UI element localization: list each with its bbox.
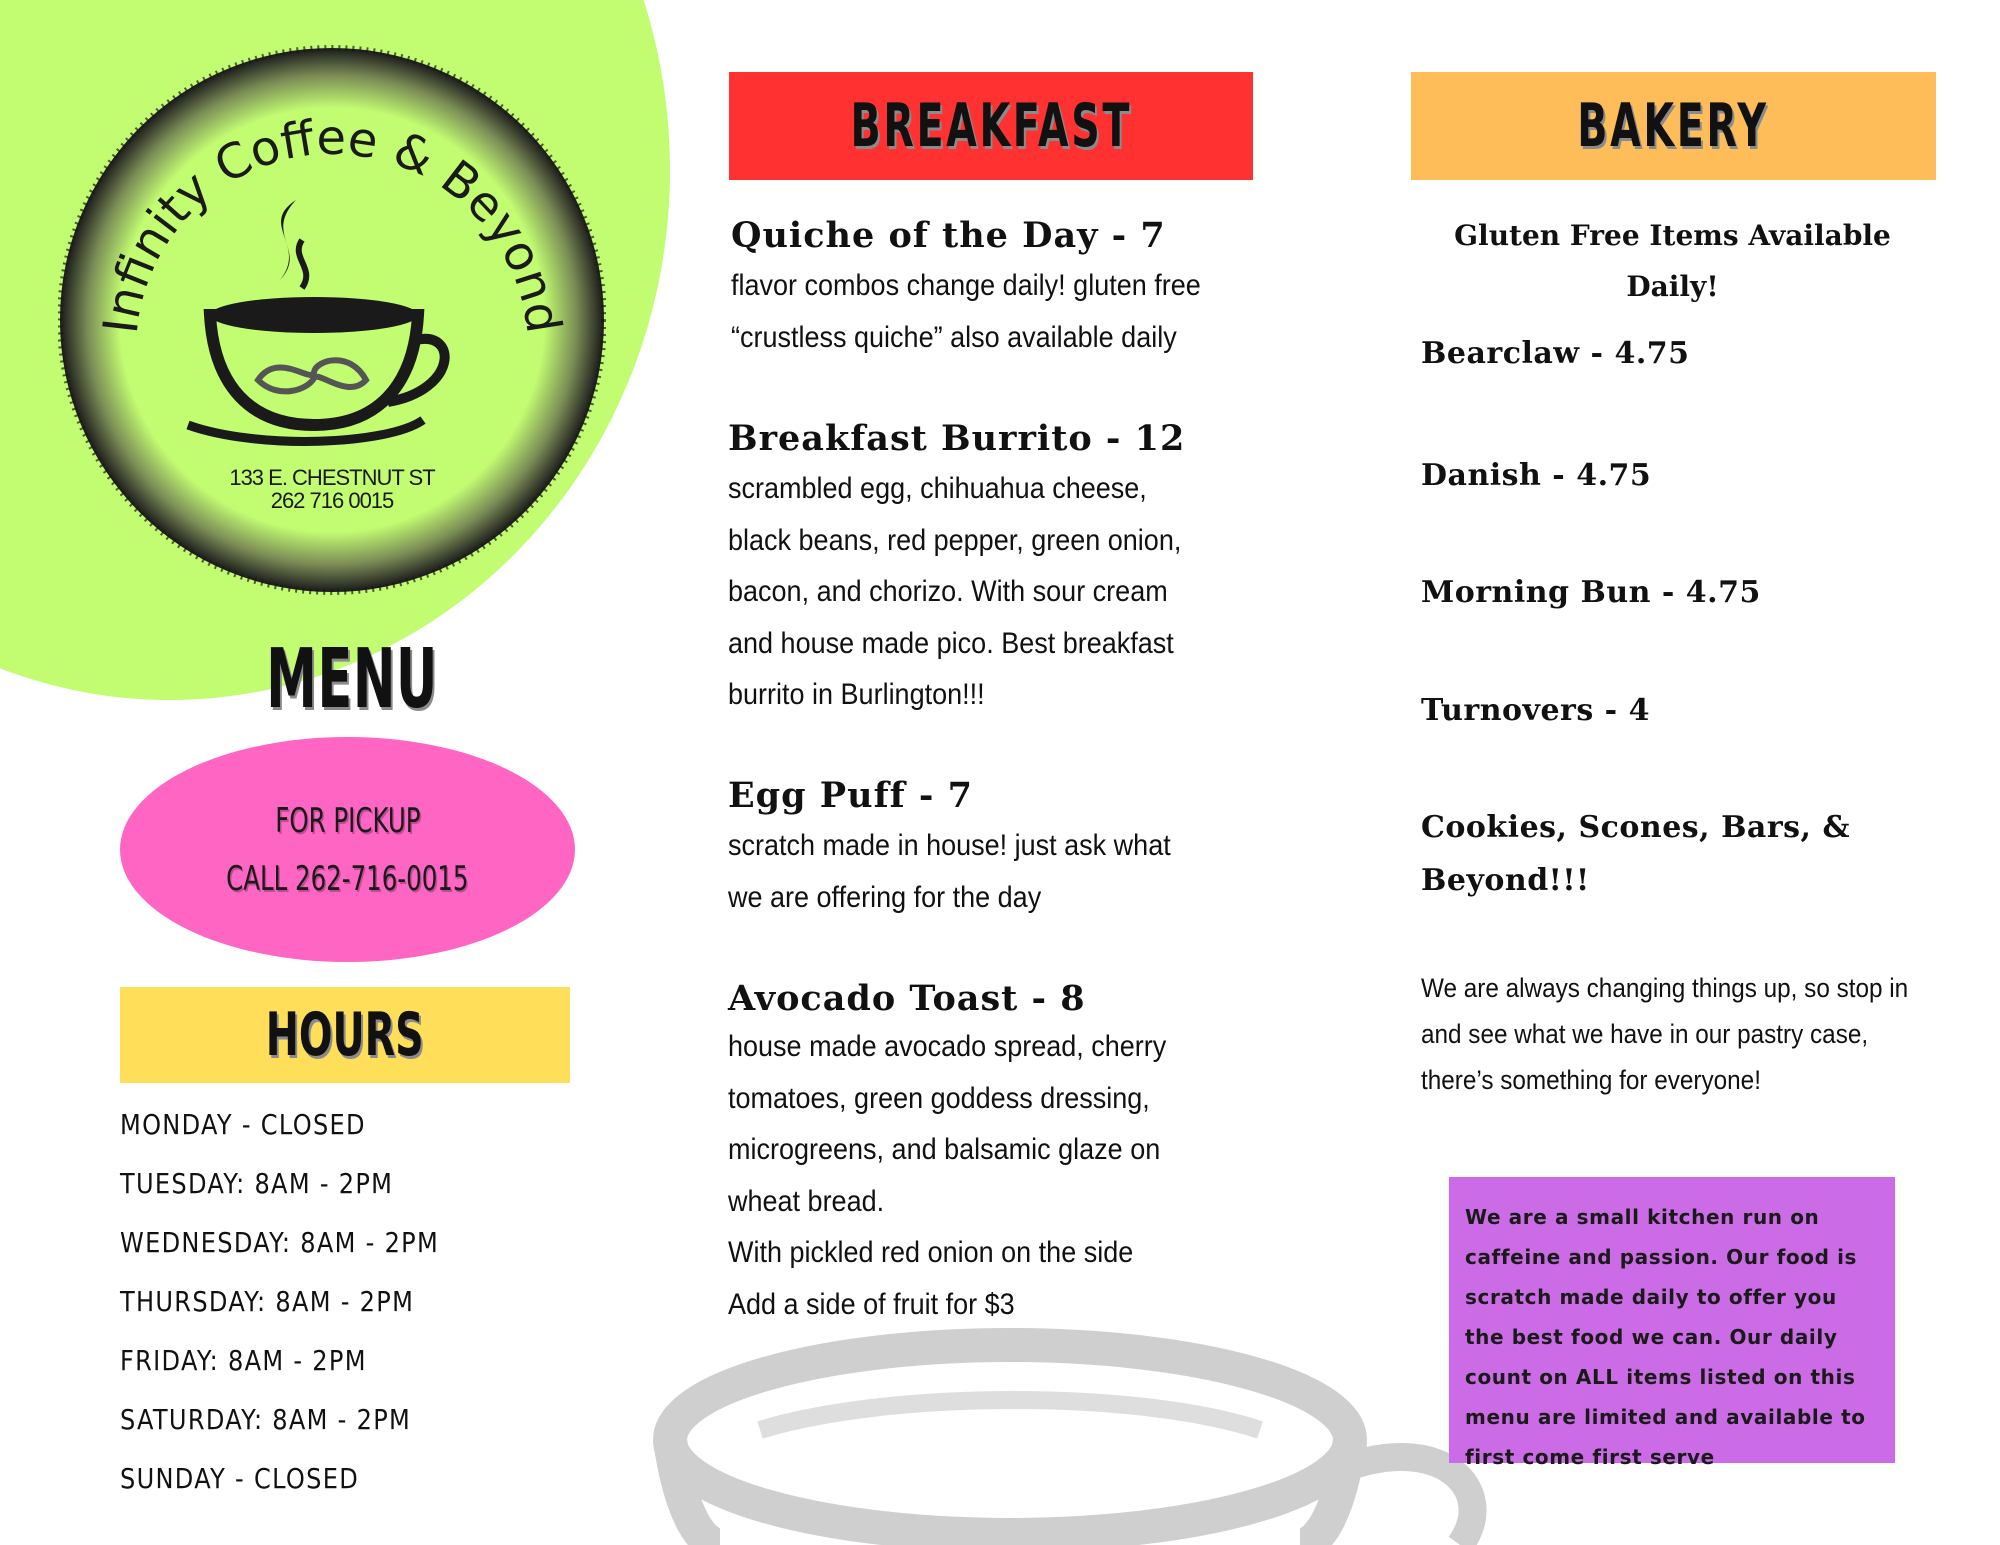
logo-arc-text: Infinity Coffee & Beyond [92,109,572,337]
breakfast-banner [729,72,1253,180]
bakery-item: Danish - 4.75 [1421,458,1652,493]
hours-row: FRIDAY: 8AM - 2PM [120,1344,367,1377]
bakery-item: Bearclaw - 4.75 [1421,336,1690,371]
item-name: Egg Puff - 7 [728,775,973,816]
logo [58,40,606,600]
pickup-label: FOR PICKUP [274,800,421,841]
menu-title: MENU [266,632,438,727]
hours-row: SUNDAY - CLOSED [120,1462,360,1495]
hours-row: MONDAY - CLOSED [120,1108,366,1141]
hours-row: THURSDAY: 8AM - 2PM [120,1285,415,1318]
item-desc: flavor combos change daily! gluten free “crustless quiche” also available daily [731,269,1201,354]
hours-title: HOURS [266,1000,424,1070]
hours-row: TUESDAY: 8AM - 2PM [120,1167,394,1200]
gluten-free-note: Gluten Free Items Available Daily! [1454,219,1891,303]
hours-row: SATURDAY: 8AM - 2PM [120,1403,412,1436]
item-desc: house made avocado spread, cherry tomatoes, green goddess dressing, microgreens, and balsamic glaze on wheat bread. With pickled red onion on the side Add a side of fruit for $3 [728,1030,1167,1321]
bakery-banner [1411,72,1936,180]
item-desc: scrambled egg, chihuahua cheese, black beans, red pepper, green onion, bacon, and chorizo. With sour cream and house made pico. Best breakfast burrito in Burlington!!! [728,472,1182,711]
menu-item-quiche [731,215,1321,363]
menu-item-avocado-toast [728,978,1318,1330]
item-name: Quiche of the Day - 7 [731,215,1166,256]
kitchen-note: We are a small kitchen run on caffeine and passion. Our food is scratch made daily to offer you the best food we can. Our daily count on ALL items listed on this menu are limited and available to first come first serve [1465,1205,1866,1469]
logo-phone: 262 716 0015 [270,488,394,513]
menu-item-burrito [728,418,1318,721]
bakery-title: BAKERY [1577,91,1770,161]
breakfast-title: BREAKFAST [850,91,1132,161]
menu-item-egg-puff [728,775,1318,923]
hours-list [120,1108,580,1521]
kitchen-note-box [1449,1177,1895,1469]
hours-row: WEDNESDAY: 8AM - 2PM [120,1226,440,1259]
pickup-callout [120,737,575,962]
hours-banner [120,987,570,1083]
logo-address: 133 E. CHESTNUT ST [229,465,435,490]
item-name: Breakfast Burrito - 12 [728,418,1186,459]
pickup-phone: CALL 262-716-0015 [226,858,469,899]
bakery-item: Morning Bun - 4.75 [1421,575,1761,610]
item-name: Avocado Toast - 8 [728,978,1086,1019]
item-desc: scratch made in house! just ask what we are offering for the day [728,829,1171,914]
bakery-item: Cookies, Scones, Bars, & Beyond!!! [1421,810,1851,898]
bakery-item: Turnovers - 4 [1421,693,1650,728]
bakery-note: We are always changing things up, so stop in and see what we have in our pastry case, there’s something for everyone! [1421,973,1909,1095]
